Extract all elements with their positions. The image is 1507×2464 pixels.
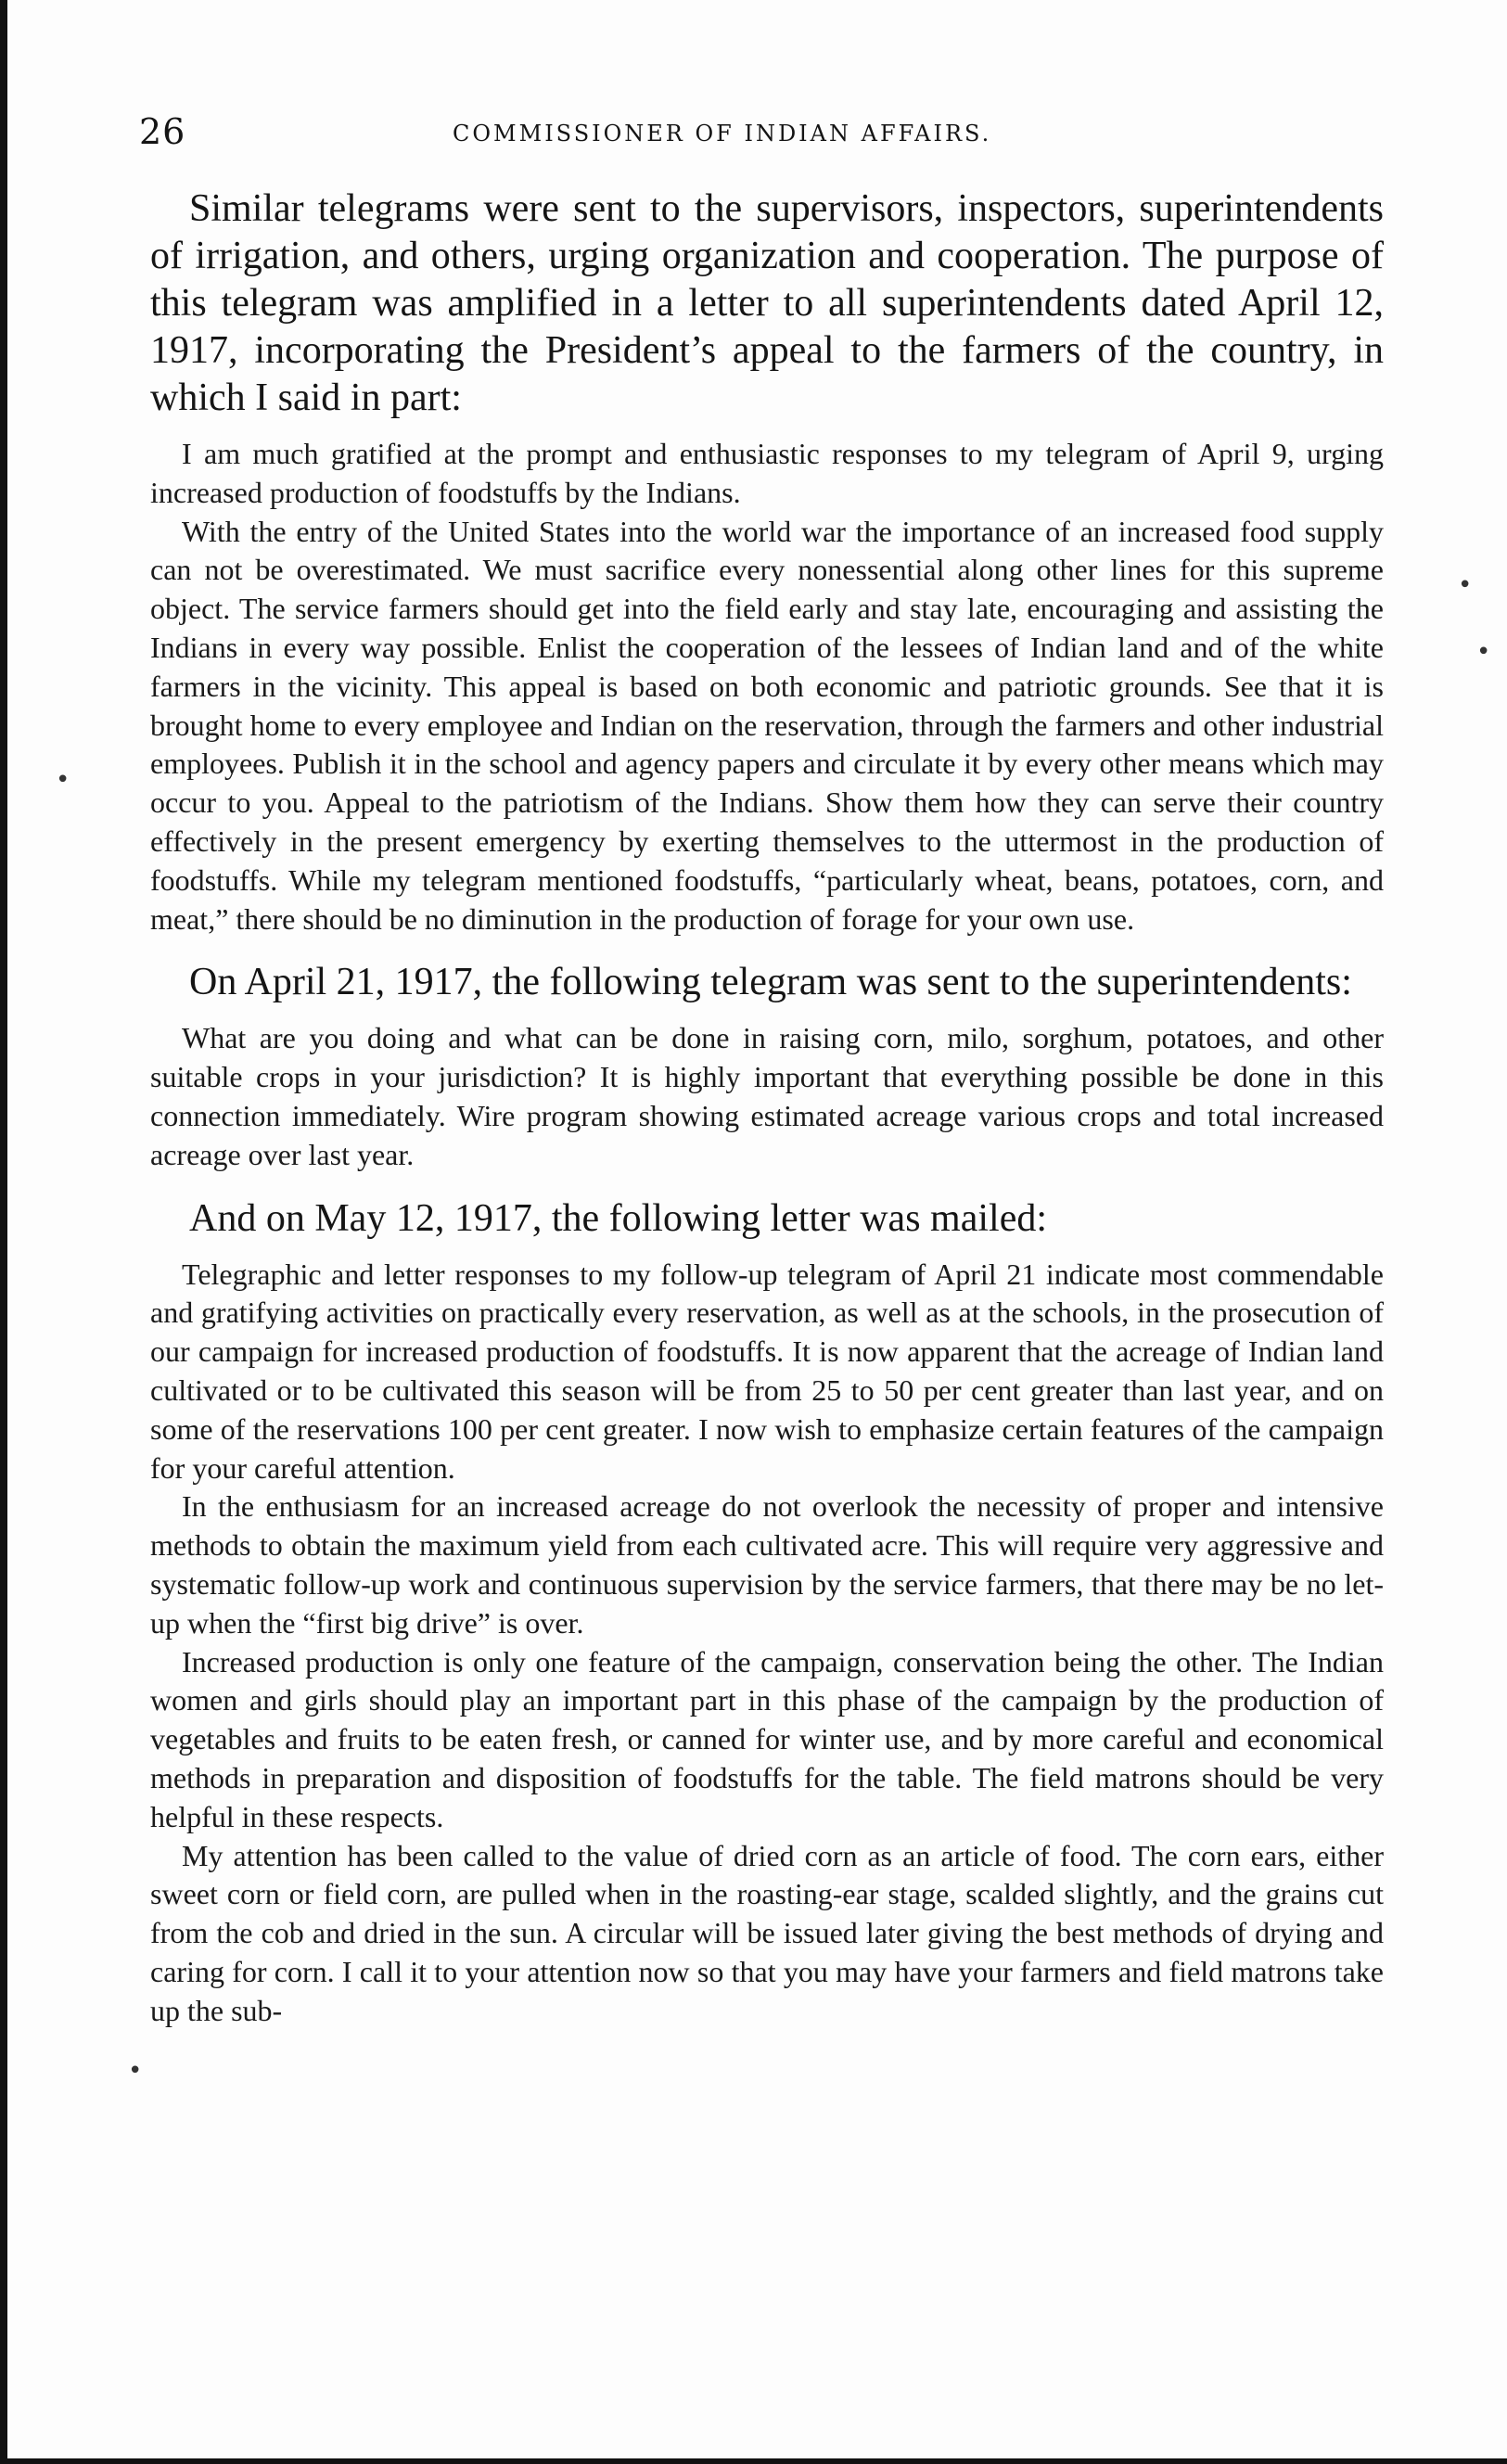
bullet-mark-left: • <box>128 2057 143 2085</box>
paragraph-april-21-telegram: On April 21, 1917, the following telegram was sent to the superintendents: <box>189 961 1352 1004</box>
quote-letter-may-12-part-1: Telegraphic and letter responses to my follow-up telegram of April 21 indicate most commendable and gratifying activities on practically every reservation, as well as at the schools, in the prosecution of our campaign for increased production of foodstuffs. It is now apparent that the acreage of Indian land cultivated or to be cultivated this season will be from 25 to 50 per cent greater than last year, and on some of the reservations 100 per cent greater. I now wish to emphasize certain features of the campaign for your careful attention. <box>150 1257 1384 1485</box>
page-body <box>150 185 1384 2030</box>
quote-letter-may-12-part-3: Increased production is only one feature of the campaign, conservation being the other. The Indian women and girls should play an important part in this phase of the campaign by the production of vegetables and fruits to be eaten fresh, or canned for winter use, and by more careful and economical methods in preparation and disposition of foodstuffs for the table. The field matrons should be very helpful in these respects. <box>150 1644 1384 1833</box>
quote-letter-may-12-part-2: In the enthusiasm for an increased acreage do not overlook the necessity of proper and intensive methods to obtain the maximum yield from each cultivated acre. This will require very aggressive and systematic follow-up work and continuous supervision by the service farmers, that there may be no let-up when the “first big drive” is over. <box>150 1489 1384 1640</box>
scan-edge-bottom <box>0 2458 1507 2464</box>
paragraph-telegrams-sent: Similar telegrams were sent to the supervisors, inspectors, superintendents of irrigation, and others, urging organization and cooperation. The purpose of this telegram was amplified in a letter to all superintendents dated April 12, 1917, incorporating the President’s appeal to the farmers of the country, in which I said in part: <box>150 187 1384 419</box>
scan-edge-left <box>0 0 7 2464</box>
scan-mark-right-1: • <box>1458 571 1473 599</box>
quote-letter-may-12-part-4: My attention has been called to the value of dried corn as an article of food. The corn ears, either sweet corn or field corn, are pulled when in the roasting-ear stage, scalded slightly, and the grains cut from the cob and dried in the sun. A circular will be issued later giving the best methods of drying and caring for corn. I call it to your attention now so that you may have your farmers and field matrons take up the sub- <box>150 1838 1384 2027</box>
quote-telegram-april-21: What are you doing and what can be done in raising corn, milo, sorghum, potatoes, and other suitable crops in your jurisdiction? It is highly important that everything possible be done in this connection immediately. Wire program showing estimated acreage various crops and total increased acreage over last year. <box>150 1021 1384 1171</box>
scan-mark-left-1: • <box>56 766 70 794</box>
scan-mark-right-2: • <box>1476 638 1491 666</box>
page-header <box>128 111 1380 167</box>
paragraph-may-12-letter: And on May 12, 1917, the following letter was mailed: <box>189 1196 1048 1240</box>
quote-letter-april-12-part-2: With the entry of the United States into the world war the importance of an increased food supply can not be overestimated. We must sacrifice every nonessential along other lines for this supreme object. The service farmers should get into the field early and stay late, encouraging and assisting the Indians in every way possible. Enlist the cooperation of the lessees of Indian land and of the white farmers in the vicinity. This appeal is based on both economic and patriotic grounds. See that it is brought home to every employee and Indian on the reservation, through the farmers and other industrial employees. Publish it in the school and agency papers and circulate it by every other means which may occur to you. Appeal to the patriotism of the Indians. Show them how they can serve their country effectively in the present emergency by exerting themselves to the uttermost in the production of foodstuffs. While my telegram mentioned foodstuffs, “particularly wheat, beans, potatoes, corn, and meat,” there should be no diminution in the production of forage for your own use. <box>150 514 1384 936</box>
page-number: 26 <box>139 111 186 152</box>
running-head: COMMISSIONER OF INDIAN AFFAIRS. <box>453 121 992 147</box>
quote-letter-april-12-part-1: I am much gratified at the prompt and enthusiastic responses to my telegram of April 9, urging increased production of foodstuffs by the Indians. <box>150 437 1384 509</box>
